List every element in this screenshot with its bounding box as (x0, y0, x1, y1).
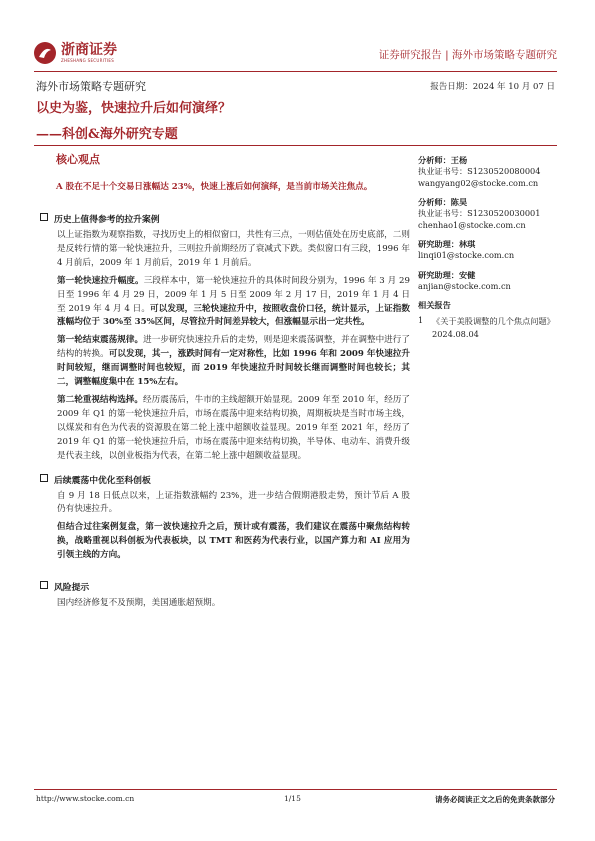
checkbox-icon (40, 474, 48, 482)
analyst-name: 分析师：陈昊 (418, 197, 468, 207)
analyst-block (418, 239, 568, 262)
analyst-email[interactable]: anjian@stocke.com.cn (418, 280, 511, 291)
analyst-email[interactable]: wangyang02@stocke.com.cn (418, 177, 539, 188)
analyst-block (418, 197, 568, 231)
page-title: 以史为鉴，快速拉升后如何演绎？ (36, 101, 232, 116)
section-history (40, 213, 410, 464)
logo-mark-icon (34, 42, 56, 64)
logo (34, 42, 134, 66)
analyst-email[interactable]: chenhao1@stocke.com.cn (418, 219, 526, 230)
section-risk (40, 581, 410, 611)
report-category: 海外市场策略专题研究 (36, 80, 146, 93)
logo-subtext: ZHESHANG SECURITIES (61, 58, 115, 63)
footer-rule (34, 789, 557, 790)
related-item[interactable] (418, 315, 568, 341)
analyst-name: 研究助理：安健 (418, 269, 476, 280)
section-title: 历史上值得参考的拉升案例 (40, 213, 410, 227)
checkbox-icon (40, 581, 48, 589)
analyst-cert: 执业证书号：S1230520080004 (418, 166, 541, 176)
paragraph: 第二轮重视结构选择。经历震荡后，牛市的主线超额开始显现。2009 年至 2010 年，经历了 2009 年 Q1 的第一轮快速拉升后，市场在震荡中迎来结构切换，周期板块是当时市场主线，以煤炭和有色为代表的资源股在第二轮上涨中超额收益显现。2019 年至 2021 年，经历了 2019 年 Q1 的第一轮快速拉升后，市场在震荡中迎来结构切换，半导体、电动车、消费升级是代表主线，以创业板指为代表，在第二轮上涨中超额收益显现。 (57, 394, 410, 461)
analyst-name: 分析师：王杨 (418, 155, 468, 165)
analyst-cert: 执业证书号：S1230520030001 (418, 208, 541, 218)
logo-text: 浙商证券 (61, 42, 117, 58)
checkbox-icon (40, 213, 48, 221)
analyst-block (418, 155, 568, 189)
main-column (40, 213, 410, 611)
header-rule (34, 71, 557, 72)
paragraph: 第一轮结束震荡规律。进一步研究快速拉升后的走势，则是迎来震荡调整，并在调整中进行了结构的转换。可以发现，其一，涨跌时间有一定对称性，比如 1996 年和 2009 年快速拉升时间较短，继而调整时间也较短，而 2019 年快速拉升时间较长继而调整时间也较长；其二，调整幅度集中在 15%左右。 (57, 335, 410, 388)
paragraph: 国内经济修复不及预期，美国通胀超预期。 (57, 598, 221, 609)
core-lead: A 股在不足十个交易日涨幅达 23%，快速上涨后如何演绎，是当前市场关注焦点。 (56, 182, 373, 192)
related-item-number: 1 (418, 315, 424, 325)
paragraph: 但结合过往案例复盘，第一波快速拉升之后，预计或有震荡，我们建议在震荡中聚焦结构转换，战略重视以科创板为代表板块，以 TMT 和医药为代表行业，以国产算力和 AI 应用为引领主线的方向。 (57, 522, 410, 561)
section-title: 后续震荡中优化至科创板 (40, 474, 410, 488)
section-outlook (40, 474, 410, 564)
page-subtitle: ——科创&海外研究专题 (36, 127, 178, 142)
footer-disclaimer: 请务必阅读正文之后的免责条款部分 (435, 795, 555, 804)
sidebar (418, 155, 568, 341)
paragraph: 以上证指数为观察指数，寻找历史上的相似窗口，共性有三点，一则估值处在历史底部，二则是反转行情的第一轮快速拉升，三则拉升前期经历了衰减式下跌。类似窗口有三段，1996 年 4 月前后，2009 年 1 月前后，2019 年 1 月前后。 (57, 230, 410, 268)
title-rule (34, 145, 557, 146)
footer-url[interactable]: http://www.stocke.com.cn (36, 794, 135, 803)
paragraph: 自 9 月 18 日低点以来，上证指数涨幅约 23%，进一步结合假期港股走势，预计节后 A 股仍有快速拉升。 (57, 490, 410, 515)
paragraph: 第一轮快速拉升幅度。三段样本中，第一轮快速拉升的具体时间段分别为，1996 年 3 月 29 日至 1996 年 4 月 29 日，2009 年 1 月 5 日至 2009 年 2 月 17 日，2019 年 1 月 4 日至 2019 年 4 月 4 日。可以发现，三轮快速拉升中，按照收盘价口径，统计显示，上证指数涨幅均位于 30%至 35%区间，尽管拉升时间差异较大，但涨幅显示出一定共性。 (57, 275, 410, 328)
header-right-text: 证券研究报告 | 海外市场策略专题研究 (378, 49, 557, 61)
analyst-block (418, 270, 568, 293)
analyst-email[interactable]: linqi01@stocke.com.cn (418, 250, 515, 260)
analyst-name: 研究助理：林琪 (418, 239, 476, 249)
related-heading: 相关报告 (418, 300, 451, 310)
section-title: 风险提示 (40, 581, 410, 595)
core-heading: 核心观点 (56, 153, 100, 166)
page-number: 1/15 (284, 794, 301, 803)
report-date: 报告日期：2024 年 10 月 07 日 (430, 82, 555, 92)
related-item-text[interactable]: 《关于美股调整的几个焦点问题》 2024.08.04 (432, 316, 555, 339)
